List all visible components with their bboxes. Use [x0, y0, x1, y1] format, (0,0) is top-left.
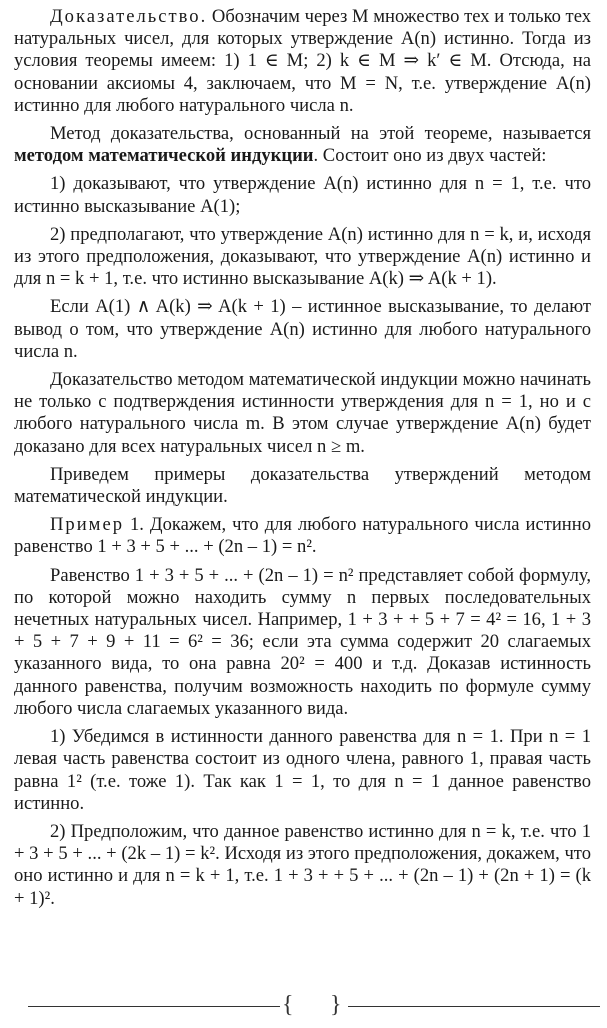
paragraph-method [14, 123, 591, 167]
proof-lead: Доказательство. [50, 6, 208, 27]
paragraph-assume-nk: 2) Предположим, что данное равенство истинно для n = k, т.е. что 1 + 3 + 5 + ... + (2k – 1) = k². Исходя из этого предположения, докажем, что оно истинно и для n = k + 1, т.е. 1 + 3 + + 5 + ... + (2n – 1) + (2n + 1) = (k + 1)². [14, 820, 591, 909]
proof-text: Обозначим через M множество тех и только тех натуральных чисел, для которых утверждение A(n) истинно. Тогда из условия теоремы имеем: 1) 1 ∈ M; 2) k ∈ M ⇒ k′ ∈ M. Отсюда, на основании аксиомы 4, заключаем, что M = N, т.е. утверждение A(n) истинно для любого натурального числа n. [14, 6, 591, 116]
paragraph-example-1 [14, 514, 591, 558]
example-text: 1. Докажем, что для любого натурального числа истинно равенство 1 + 3 + 5 + ... + (2n – 1) = n². [14, 514, 591, 558]
body-text [14, 6, 591, 916]
page-footer [0, 992, 607, 1022]
footer-rule-right [348, 1006, 600, 1007]
method-term: методом математической индукции [14, 145, 314, 167]
method-text-after: . Состоит оно из двух частей: [313, 145, 547, 167]
footer-bracket-left: { [282, 992, 294, 1018]
paragraph-conclusion: Если A(1) ∧ A(k) ⇒ A(k + 1) – истинное высказывание, то делают вывод о том, что утверждение A(n) истинно для любого натурального числа n. [14, 296, 591, 362]
example-lead: Пример [50, 514, 124, 536]
paragraph-check-n1: 1) Убедимся в истинности данного равенства для n = 1. При n = 1 левая часть равенства состоит из одного члена, равного 1, правая часть равна 1² (т.е. тоже 1). Так как 1 = 1, то для n = 1 данное равенство истинно. [14, 726, 591, 814]
paragraph-proof [14, 6, 591, 117]
paragraph-examples-intro: Приведем примеры доказательства утверждений методом математической индукции. [14, 463, 591, 508]
paragraph-step-1: 1) доказывают, что утверждение A(n) истинно для n = 1, т.е. что истинно высказывание A(1); [14, 173, 591, 217]
footer-bracket-right: } [330, 992, 342, 1018]
method-text-before: Метод доказательства, основанный на этой теореме, называется [50, 123, 591, 145]
paragraph-start-m: Доказательство методом математической индукции можно начинать не только с подтверждения истинности утверждения для n = 1, но и с любого натурального числа m. В этом случае утверждение A(n) будет доказано для всех натуральных чисел n ≥ m. [14, 369, 591, 457]
footer-rule-left [28, 1006, 280, 1007]
paragraph-formula: Равенство 1 + 3 + 5 + ... + (2n – 1) = n² представляет собой формулу, по которой можно находить сумму n первых последовательных нечетных натуральных чисел. Например, 1 + 3 + + 5 + 7 = 4² = 16, 1 + 3 + 5 + 7 + 9 + 11 = 6² = 36; если эта сумма содержит 20 слагаемых указанного вида, то она равна 20² = 400 и т.д. Доказав истинность данного равенства, получим возможность находить по формуле сумму любого числа слагаемых указанного вида. [14, 564, 591, 719]
paragraph-step-2: 2) предполагают, что утверждение A(n) истинно для n = k, и, исходя из этого предположения, доказывают, что утверждение A(n) истинно и для n = k + 1, т.е. что истинно высказывание A(k) ⇒ A(k + 1). [14, 223, 591, 290]
